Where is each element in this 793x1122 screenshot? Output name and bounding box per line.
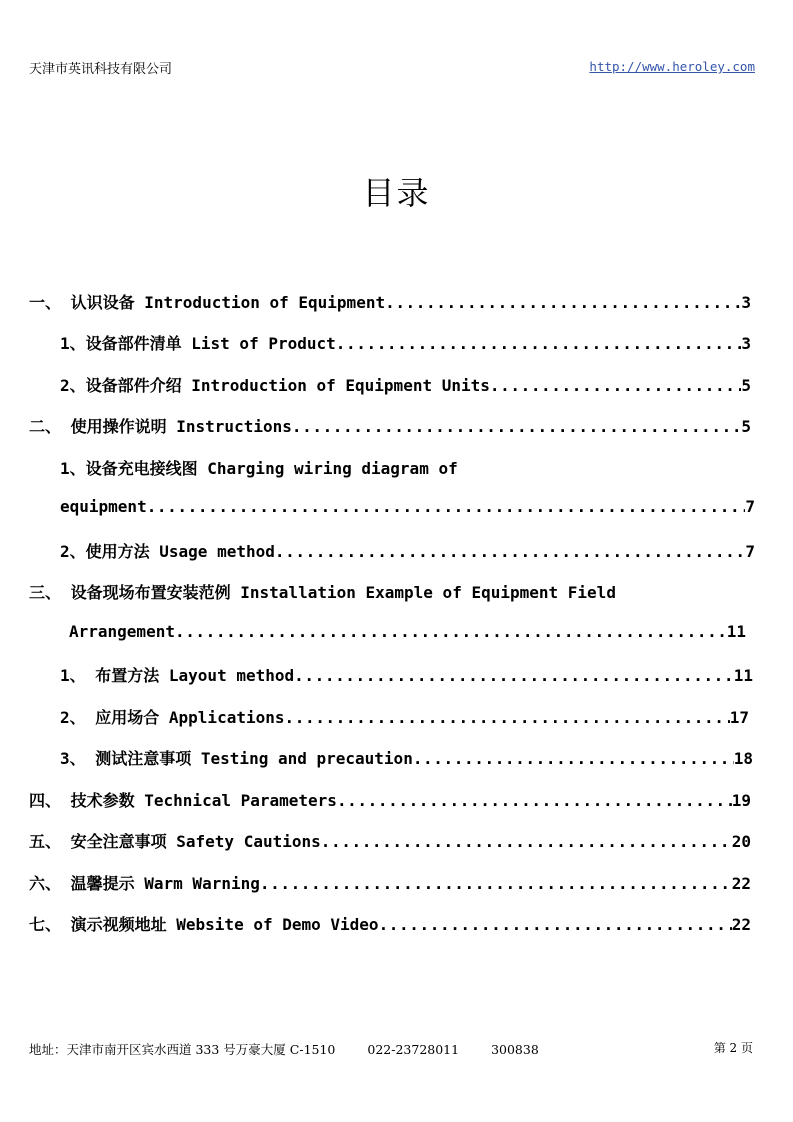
page-title: 目录 — [362, 174, 431, 212]
toc-entry-label: equipment — [60, 497, 147, 516]
toc-entry-label: 四、 技术参数 Technical Parameters — [29, 791, 337, 810]
toc-leader — [260, 874, 732, 893]
toc-page-number: 5 — [741, 376, 751, 395]
toc-entry-label: 1、 布置方法 Layout method — [60, 666, 295, 685]
footer-postcode: 300838 — [491, 1042, 539, 1057]
toc-entry[interactable] — [60, 331, 751, 359]
toc-entry-label: 1、设备部件清单 List of Product — [60, 334, 336, 353]
toc-leader — [385, 293, 741, 312]
toc-leader — [292, 417, 741, 436]
toc-entry[interactable] — [69, 622, 746, 650]
company-name: 天津市英讯科技有限公司 — [29, 62, 173, 77]
toc-entry-label: 1、设备充电接线图 Charging wiring diagram of — [60, 459, 458, 478]
toc-page-number: 7 — [745, 497, 755, 516]
toc-page-number: 17 — [729, 708, 749, 727]
toc-entry-label: 三、 设备现场布置安装范例 Installation Example of Equipment Field — [29, 583, 616, 602]
toc-entry-label: 3、 测试注意事项 Testing and precaution — [60, 749, 413, 768]
toc-entry-label: 二、 使用操作说明 Instructions — [29, 417, 292, 436]
toc-leader — [275, 542, 745, 561]
toc-leader — [490, 376, 741, 395]
toc-leader — [337, 791, 732, 810]
toc-entry-label: 五、 安全注意事项 Safety Cautions — [29, 832, 321, 851]
toc-entry[interactable] — [60, 663, 753, 691]
toc-entry[interactable] — [29, 829, 751, 857]
toc-leader — [175, 622, 727, 641]
toc-page-number: 20 — [731, 832, 751, 851]
toc-page-number: 19 — [731, 791, 751, 810]
toc-entry[interactable] — [29, 912, 751, 940]
toc-entry[interactable] — [29, 290, 751, 318]
toc-entry[interactable] — [29, 871, 751, 899]
footer-address: 地址：天津市南开区宾水西道 333 号万豪大厦 C-1510 — [29, 1042, 336, 1057]
toc-entry-label: 2、使用方法 Usage method — [60, 542, 275, 561]
toc-leader — [294, 666, 734, 685]
toc-entry-label: Arrangement — [69, 622, 175, 641]
toc-page-number: 22 — [731, 874, 751, 893]
toc-leader — [321, 832, 732, 851]
toc-page-number: 22 — [731, 915, 751, 934]
toc-entry-label: 七、 演示视频地址 Website of Demo Video — [29, 915, 379, 934]
toc-leader — [413, 749, 734, 768]
toc-entry[interactable] — [60, 746, 753, 774]
toc-entry[interactable] — [60, 373, 751, 401]
toc-page-number: 3 — [741, 293, 751, 312]
toc-page-number: 11 — [733, 666, 753, 685]
toc-entry[interactable] — [29, 788, 751, 816]
toc-entry[interactable] — [29, 414, 751, 442]
toc-entry[interactable] — [60, 539, 755, 567]
toc-page-number: 7 — [745, 542, 755, 561]
toc-entry[interactable] — [60, 705, 749, 733]
toc-page-number: 5 — [741, 417, 751, 436]
page-footer — [29, 1040, 567, 1058]
toc-leader — [336, 334, 742, 353]
toc-entry-label: 六、 温馨提示 Warm Warning — [29, 874, 260, 893]
footer-phone: 022-23728011 — [367, 1042, 460, 1057]
toc-entry-label: 2、设备部件介绍 Introduction of Equipment Units — [60, 376, 490, 395]
toc-entry[interactable] — [60, 497, 755, 525]
toc-entry[interactable] — [60, 456, 751, 484]
page-number: 第 2 页 — [713, 1041, 753, 1055]
toc-page-number: 3 — [741, 334, 751, 353]
toc-page-number: 18 — [733, 749, 753, 768]
toc-entry-label: 2、 应用场合 Applications — [60, 708, 285, 727]
toc-entry[interactable] — [29, 580, 751, 608]
toc-leader — [285, 708, 730, 727]
toc-leader — [379, 915, 732, 934]
toc-entry-label: 一、 认识设备 Introduction of Equipment — [29, 293, 386, 312]
toc-leader — [147, 497, 746, 516]
website-link[interactable]: http://www.heroley.com — [589, 59, 755, 74]
toc-page-number: 11 — [726, 622, 746, 641]
